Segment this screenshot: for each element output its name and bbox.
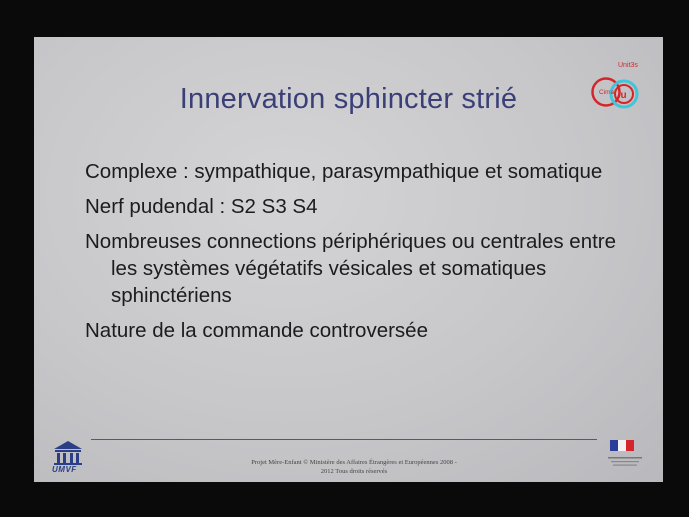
umvf-label: UMVF [52, 465, 77, 474]
bullet-item: Nature de la commande controversée [85, 319, 428, 342]
bullet-item: Nerf pudendal : S2 S3 S4 [85, 195, 318, 218]
ministry-logo-icon [602, 455, 648, 469]
slide-title: Innervation sphincter strié [179, 83, 518, 115]
logo-top-text: Unit3s [618, 62, 638, 69]
bullet-item: Complexe : sympathique, parasympathique et somatique [85, 160, 603, 183]
copyright-notice [204, 458, 504, 476]
bullet-item: Nombreuses connections périphériques ou centrales entre les systèmes végétatifs vésicales et somatiques sphinctériens [85, 230, 617, 307]
logo-right-text: u [620, 90, 627, 101]
footer-divider [91, 439, 597, 440]
french-flag-icon [606, 438, 646, 454]
copyright-line-2: 2012 Tous droits réservés [320, 468, 388, 475]
slide [34, 37, 663, 482]
bullet-list [85, 158, 625, 352]
copyright-line-1: Projet Mère-Enfant © Ministère des Affaires Étrangères et Européennes 2008 - [251, 459, 457, 466]
logo-left-text: Cimal [599, 89, 616, 96]
unit3s-logo-icon [586, 57, 646, 115]
